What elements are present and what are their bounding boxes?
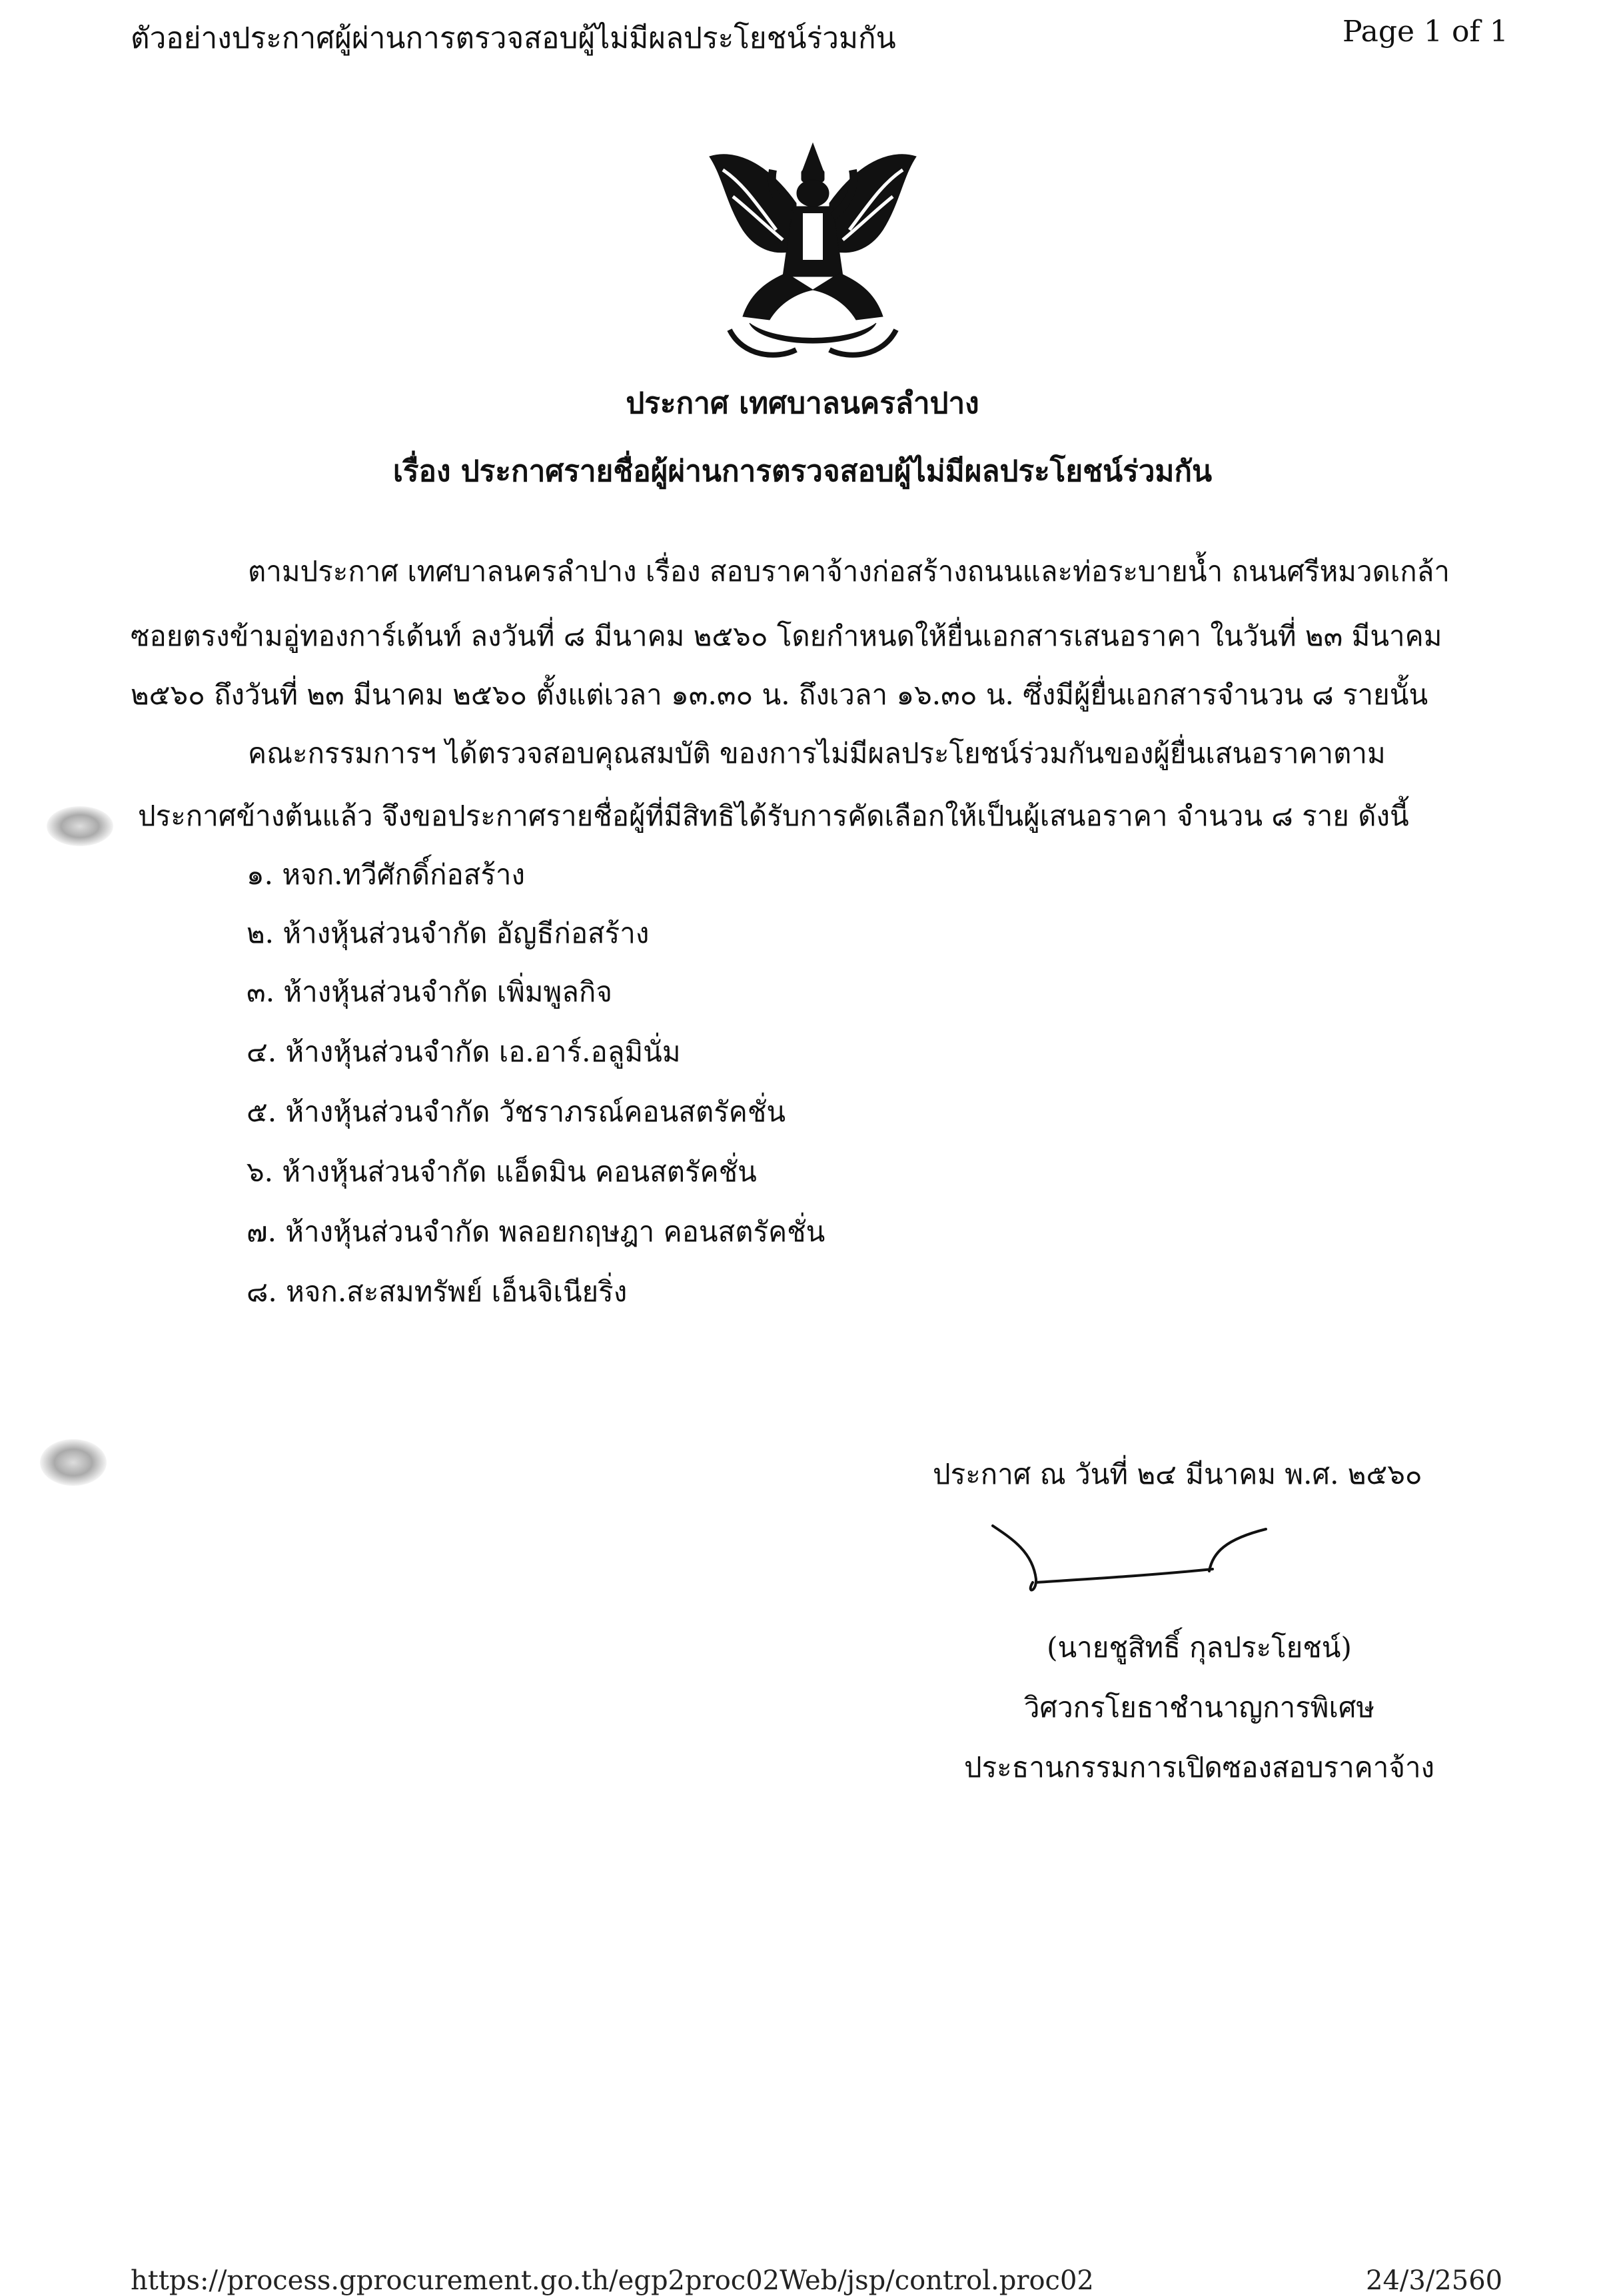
scan-smudge xyxy=(47,806,113,846)
bidder-item-1: ๑. หจก.ทวีศักดิ์ก่อสร้าง xyxy=(247,858,526,891)
garuda-emblem-icon xyxy=(703,130,923,363)
signer-role: ประธานกรรมการเปิดซองสอบราคาจ้าง xyxy=(963,1751,1435,1784)
footer-date: 24/3/2560 xyxy=(1366,2265,1503,2296)
bidder-item-5: ๕. ห้างหุ้นส่วนจำกัด วัชราภรณ์คอนสตรัคชั่น xyxy=(247,1095,786,1128)
bidder-item-8: ๘. หจก.สะสมทรัพย์ เอ็นจิเนียริ่ง xyxy=(247,1275,628,1308)
announcement-subject: เรื่อง ประกาศรายชื่อผู้ผ่านการตรวจสอบผู้ไม่มีผลประโยชน์ร่วมกัน xyxy=(392,454,1213,488)
bidder-item-4: ๔. ห้างหุ้นส่วนจำกัด เอ.อาร์.อลูมินั่ม xyxy=(247,1035,681,1068)
footer-url: https://process.gprocurement.go.th/egp2proc02Web/jsp/control.proc02 xyxy=(131,2265,1094,2296)
bidder-item-7: ๗. ห้างหุ้นส่วนจำกัด พลอยกฤษฎา คอนสตรัคชั่น xyxy=(247,1215,825,1248)
bidder-item-6: ๖. ห้างหุ้นส่วนจำกัด แอ็ดมิน คอนสตรัคชั่น xyxy=(247,1155,757,1188)
paragraph-1-line-2: ซอยตรงข้ามอู่ทองการ์เด้นท์ ลงวันที่ ๘ มีนาคม ๒๕๖๐ โดยกำหนดให้ยื่นเอกสารเสนอราคา ในวันที่ ๒๓ มีนาคม xyxy=(131,620,1442,652)
scan-smudge xyxy=(40,1439,107,1486)
document-header-title: ตัวอย่างประกาศผู้ผ่านการตรวจสอบผู้ไม่มีผลประโยชน์ร่วมกัน xyxy=(131,21,896,55)
announcement-date: ประกาศ ณ วันที่ ๒๔ มีนาคม พ.ศ. ๒๕๖๐ xyxy=(933,1458,1422,1490)
page-number-label: Page 1 of 1 xyxy=(1342,15,1508,49)
announcement-issuer: ประกาศ เทศบาลนครลำปาง xyxy=(626,386,979,420)
paragraph-2-line-2: ประกาศข้างต้นแล้ว จึงขอประกาศรายชื่อผู้ที่มีสิทธิได้รับการคัดเลือกให้เป็นผู้เสนอราคา จำนวน ๘ ราย ดังนี้ xyxy=(138,800,1409,832)
bidder-item-3: ๓. ห้างหุ้นส่วนจำกัด เพิ่มพูลกิจ xyxy=(247,975,612,1008)
signer-position: วิศวกรโยธาชำนาญการพิเศษ xyxy=(1023,1691,1375,1724)
bidder-item-2: ๒. ห้างหุ้นส่วนจำกัด อัญธีก่อสร้าง xyxy=(247,917,650,949)
signer-name: (นายชูสิทธิ์ กุลประโยชน์) xyxy=(1047,1631,1352,1664)
paragraph-2-line-1: คณะกรรมการฯ ได้ตรวจสอบคุณสมบัติ ของการไม่มีผลประโยชน์ร่วมกันของผู้ยื่นเสนอราคาตาม xyxy=(248,737,1386,770)
paragraph-1-line-1: ตามประกาศ เทศบาลนครลำปาง เรื่อง สอบราคาจ้างก่อสร้างถนนและท่อระบายน้ำ ถนนศรีหมวดเกล้า xyxy=(248,555,1450,588)
handwritten-signature xyxy=(986,1519,1279,1599)
paragraph-1-line-3: ๒๕๖๐ ถึงวันที่ ๒๓ มีนาคม ๒๕๖๐ ตั้งแต่เวลา ๑๓.๓๐ น. ถึงเวลา ๑๖.๓๐ น. ซึ่งมีผู้ยื่นเอกสารจำนวน ๘ รายนั้น xyxy=(131,678,1428,711)
